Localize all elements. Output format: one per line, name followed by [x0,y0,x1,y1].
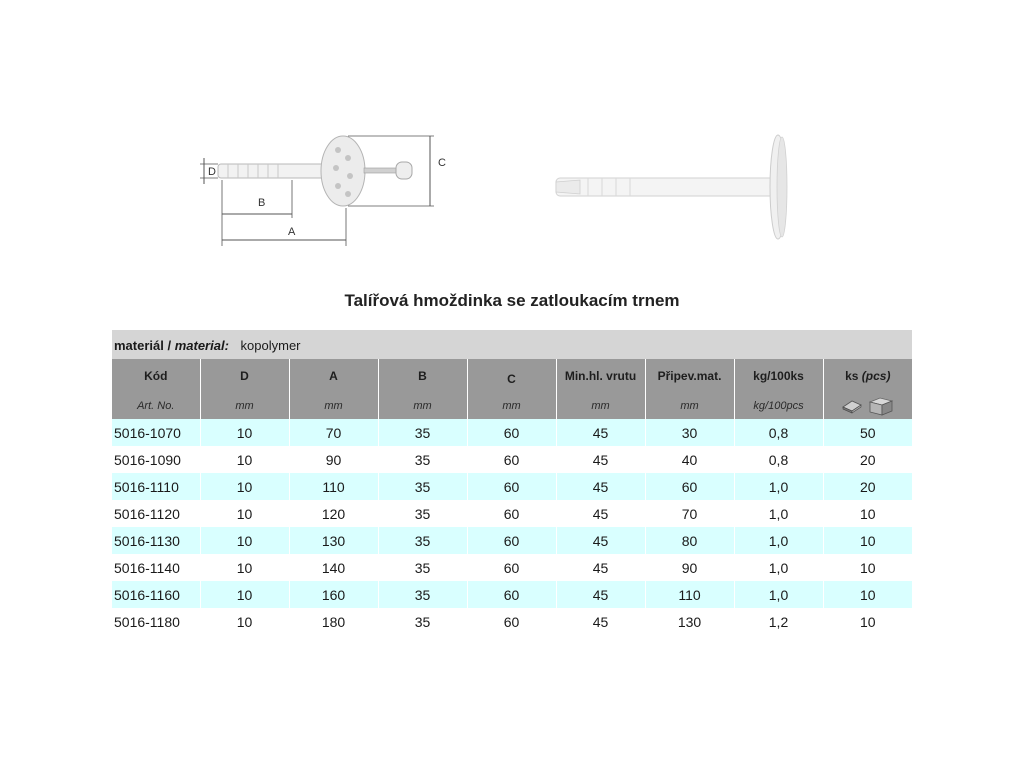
table-row [112,500,912,527]
cell-min-depth: 45 [556,527,645,554]
cell-d: 10 [200,500,289,527]
cell-c: 60 [467,500,556,527]
cell-pieces: 20 [823,446,912,473]
cell-fixed-material: 40 [645,446,734,473]
subheader-unit-weight: kg/100pcs [734,392,823,419]
cell-min-depth: 45 [556,608,645,635]
subheader-unit-fixed-material: mm [645,392,734,419]
cell-d: 10 [200,446,289,473]
cell-pieces: 10 [823,527,912,554]
cell-min-depth: 45 [556,473,645,500]
cell-c: 60 [467,608,556,635]
cell-pieces: 10 [823,500,912,527]
header-pieces: ks (pcs) [823,359,912,392]
cell-art-no: 5016-1130 [112,527,200,554]
table-row [112,446,912,473]
subheader-row [112,392,912,419]
cell-weight: 1,0 [734,473,823,500]
cell-art-no: 5016-1180 [112,608,200,635]
cell-min-depth: 45 [556,581,645,608]
table-row [112,608,912,635]
cell-b: 35 [378,500,467,527]
material-value: kopolymer [240,338,301,353]
cell-c: 60 [467,527,556,554]
header-kod: Kód [112,359,200,392]
cell-c: 60 [467,419,556,446]
diagram-label-a: A [288,226,296,238]
table-body [112,419,912,635]
material-label: materiál / material: [114,338,229,353]
cell-art-no: 5016-1110 [112,473,200,500]
cell-min-depth: 45 [556,446,645,473]
cell-c: 60 [467,554,556,581]
cell-fixed-material: 60 [645,473,734,500]
header-a: A [289,359,378,392]
subheader-art-no: Art. No. [112,392,200,419]
cell-b: 35 [378,473,467,500]
header-min-depth: Min.hl. vrutu [556,359,645,392]
table-row [112,419,912,446]
cell-a: 90 [289,446,378,473]
cell-d: 10 [200,554,289,581]
cell-b: 35 [378,608,467,635]
cell-b: 35 [378,554,467,581]
small-package-icon [842,398,862,414]
cell-a: 160 [289,581,378,608]
cell-art-no: 5016-1090 [112,446,200,473]
cell-fixed-material: 70 [645,500,734,527]
cell-fixed-material: 30 [645,419,734,446]
subheader-unit-min-depth: mm [556,392,645,419]
header-row [112,359,912,392]
cell-a: 120 [289,500,378,527]
header-weight: kg/100ks [734,359,823,392]
cell-pieces: 10 [823,581,912,608]
header-d: D [200,359,289,392]
cell-weight: 1,0 [734,554,823,581]
cell-art-no: 5016-1140 [112,554,200,581]
cell-b: 35 [378,527,467,554]
cell-art-no: 5016-1070 [112,419,200,446]
cell-d: 10 [200,473,289,500]
anchor-dimension-diagram [196,120,446,262]
cell-a: 130 [289,527,378,554]
subheader-unit-a: mm [289,392,378,419]
table-row [112,527,912,554]
cell-c: 60 [467,473,556,500]
table-row [112,581,912,608]
cell-pieces: 10 [823,554,912,581]
cell-d: 10 [200,608,289,635]
cell-d: 10 [200,581,289,608]
page-title: Talířová hmoždinka se zatloukacím trnem [344,291,680,310]
cell-b: 35 [378,581,467,608]
cell-weight: 0,8 [734,419,823,446]
cell-fixed-material: 110 [645,581,734,608]
table-row [112,473,912,500]
cell-pieces: 50 [823,419,912,446]
cell-a: 110 [289,473,378,500]
cell-fixed-material: 90 [645,554,734,581]
cell-art-no: 5016-1160 [112,581,200,608]
product-table [112,330,912,635]
cell-a: 180 [289,608,378,635]
cell-weight: 1,0 [734,527,823,554]
subheader-unit-c: mm [467,392,556,419]
cell-weight: 1,0 [734,581,823,608]
cell-weight: 1,2 [734,608,823,635]
cell-min-depth: 45 [556,554,645,581]
subheader-unit-d: mm [200,392,289,419]
cell-fixed-material: 80 [645,527,734,554]
cell-weight: 0,8 [734,446,823,473]
cell-min-depth: 45 [556,500,645,527]
cell-weight: 1,0 [734,500,823,527]
cell-d: 10 [200,527,289,554]
anchor-product-photo [550,118,800,248]
cell-a: 140 [289,554,378,581]
cell-b: 35 [378,446,467,473]
table-row [112,554,912,581]
cell-d: 10 [200,419,289,446]
cell-fixed-material: 130 [645,608,734,635]
cell-a: 70 [289,419,378,446]
header-c: C [467,359,556,392]
subheader-package-icons [823,392,912,419]
cell-pieces: 10 [823,608,912,635]
cell-c: 60 [467,581,556,608]
cell-min-depth: 45 [556,419,645,446]
diagram-label-b: B [258,197,266,209]
material-row [112,330,912,359]
subheader-unit-b: mm [378,392,467,419]
diagram-label-d: D [208,166,216,178]
cell-b: 35 [378,419,467,446]
header-fixed-material: Připev.mat. [645,359,734,392]
cell-art-no: 5016-1120 [112,500,200,527]
cell-pieces: 20 [823,473,912,500]
header-b: B [378,359,467,392]
diagram-label-c: C [438,157,446,169]
large-carton-icon [868,396,894,416]
cell-c: 60 [467,446,556,473]
